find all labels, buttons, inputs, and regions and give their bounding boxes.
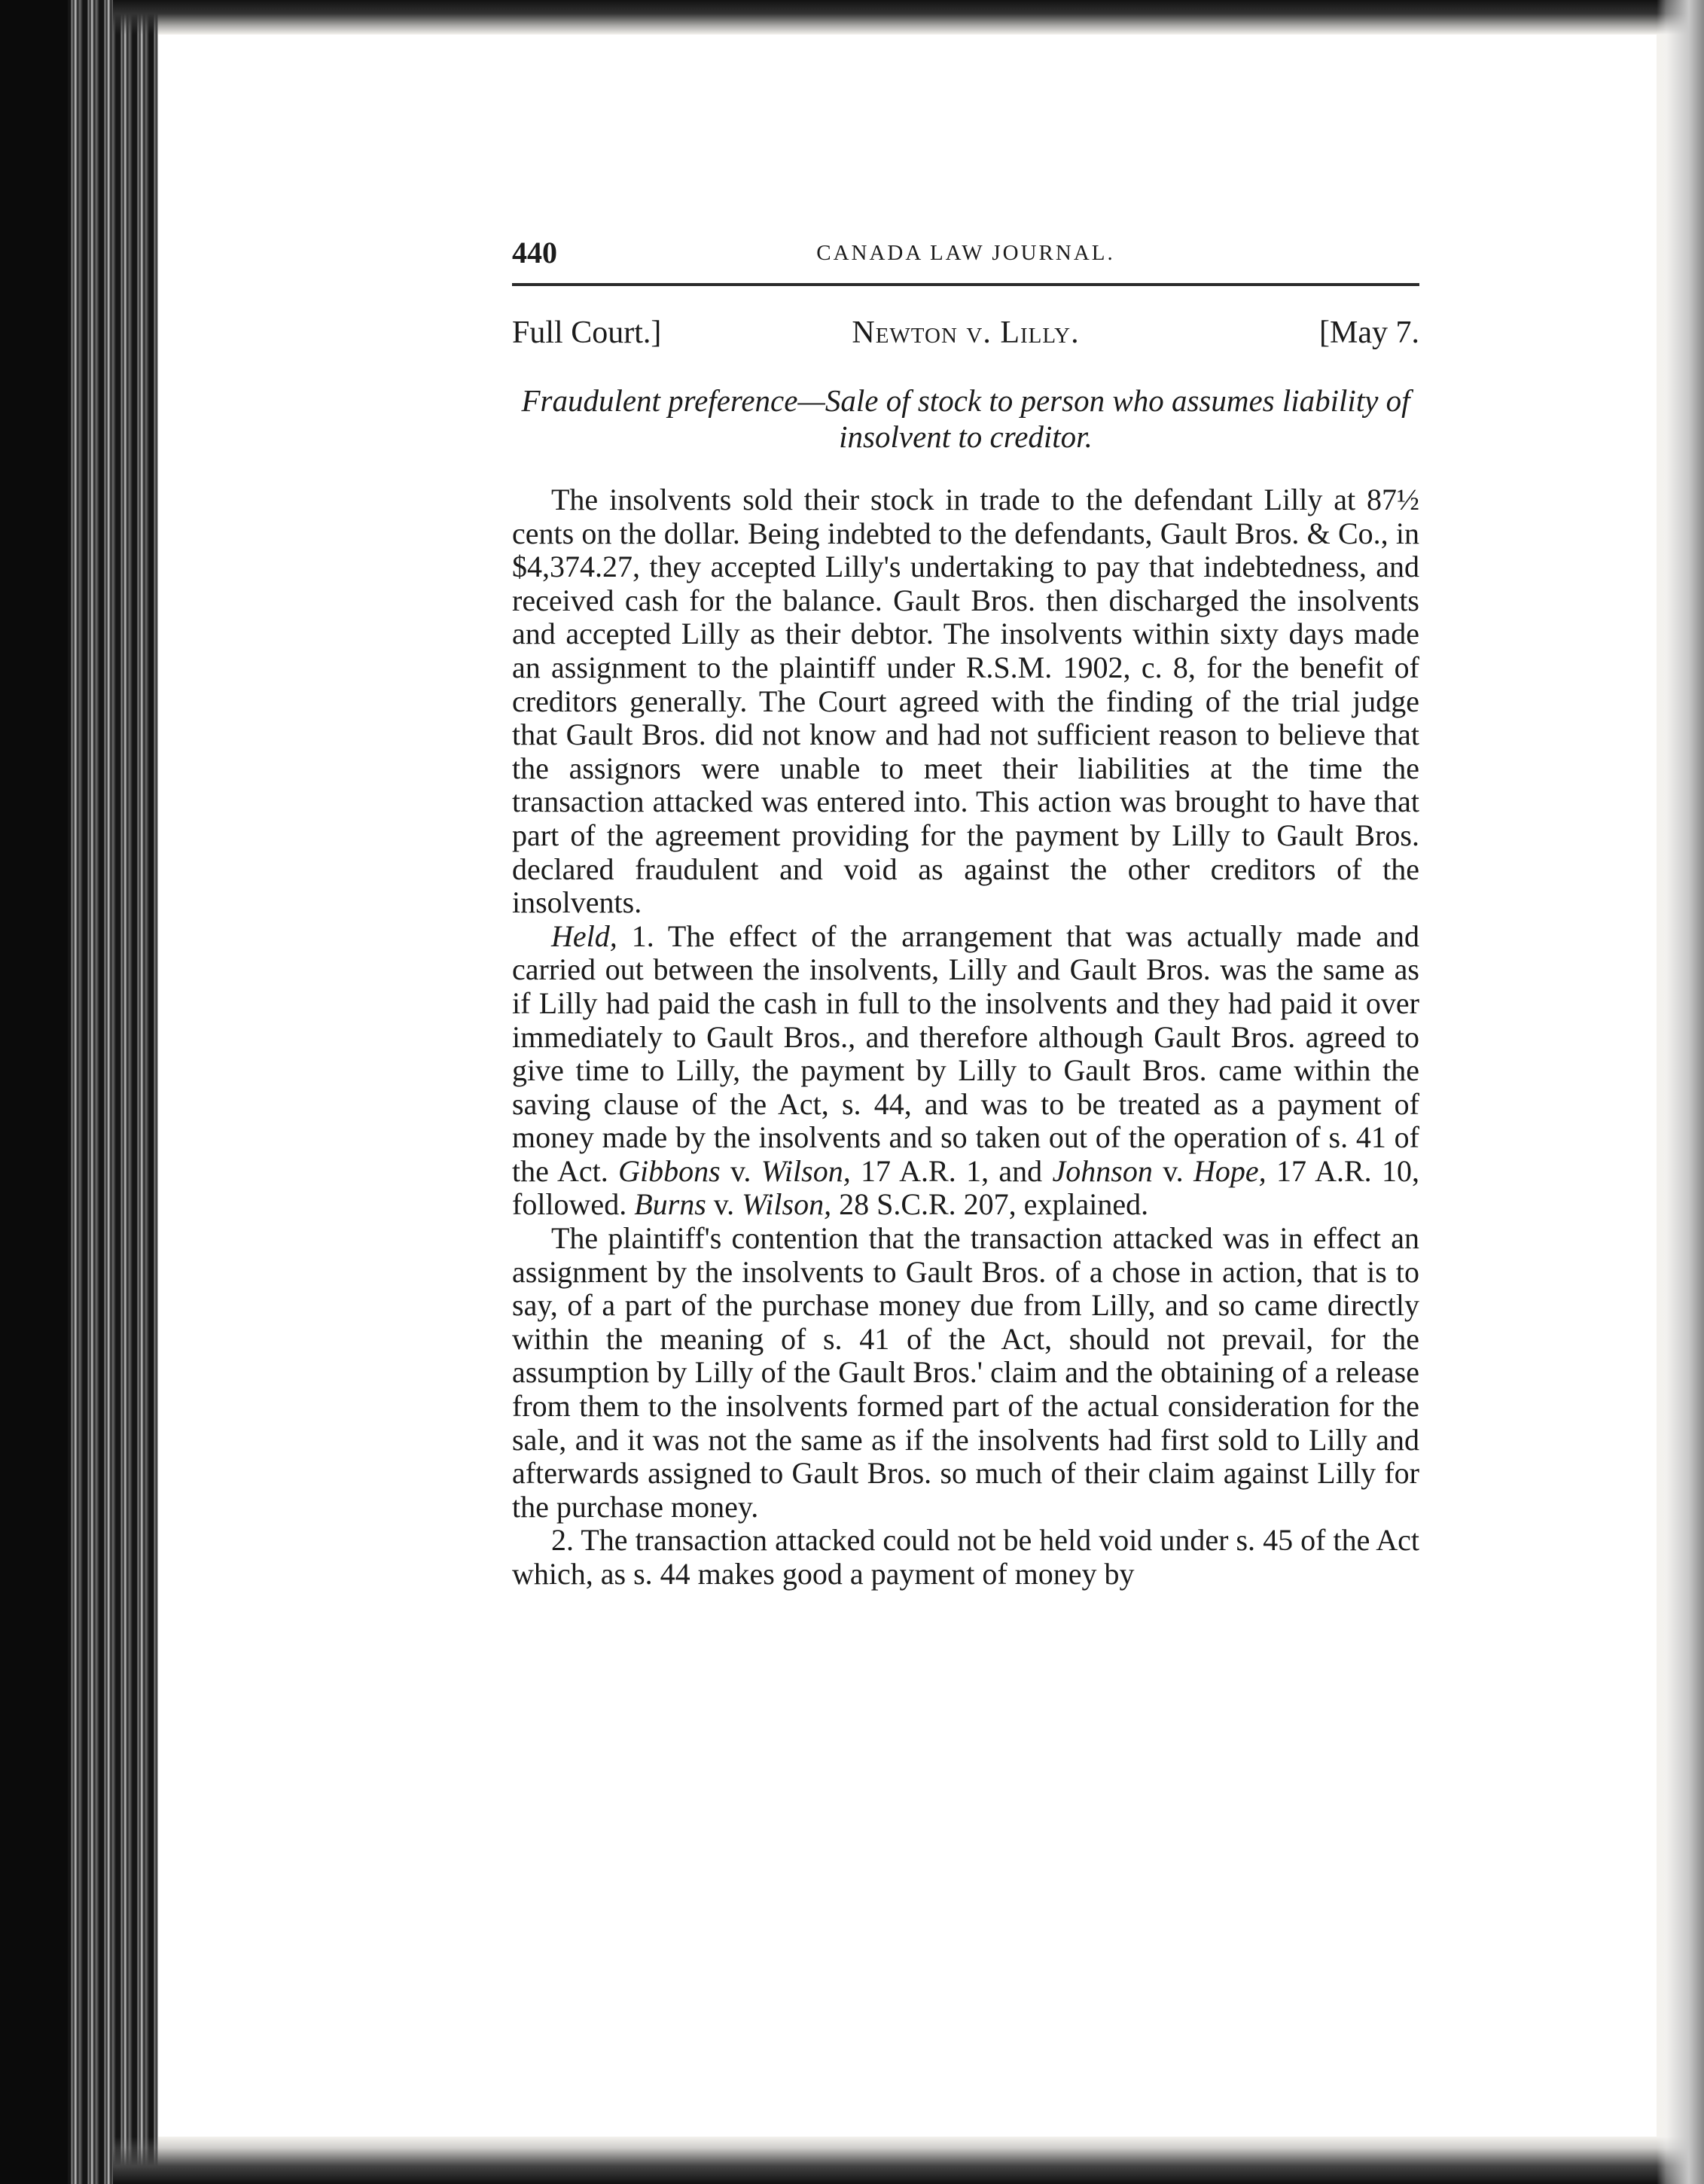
citation-burns: Burns <box>634 1187 706 1222</box>
case-name: Newton v. Lilly. <box>852 315 1080 350</box>
scan-shadow-bottom <box>113 2137 1704 2184</box>
court-name: Full Court.] <box>512 315 662 350</box>
citation-wilson-1: Wilson, <box>761 1153 851 1188</box>
page-number: 440 <box>512 236 557 270</box>
scan-shadow-right <box>1657 0 1704 2184</box>
held-text-5: 17 A.R. 10, followed. <box>512 1153 1419 1222</box>
journal-title: CANADA LAW JOURNAL. <box>816 241 1115 265</box>
header-rule <box>512 283 1419 286</box>
citation-hope: Hope, <box>1193 1153 1267 1188</box>
citation-johnson: Johnson <box>1052 1153 1153 1188</box>
case-caption <box>512 315 1419 357</box>
held-text-6: v. <box>706 1187 742 1222</box>
held-paragraph <box>512 920 1419 1222</box>
held-text-4: v. <box>1152 1153 1193 1188</box>
held-label: Held, <box>551 918 617 953</box>
citation-wilson-2: Wilson, <box>742 1187 832 1222</box>
scan-shadow-top <box>113 0 1704 35</box>
held-text-7: 28 S.C.R. 207, explained. <box>831 1187 1149 1222</box>
facts-paragraph: The insolvents sold their stock in trade to the defendant Lilly at 87½ cents on the dollar. Being indebted to the defendants, Gault Bros. & Co., in $4,374.27, they accepted Lilly's undertaking to pay that indebtedness, and received cash for the balance. Gault Bros. then discharged the insolvents and accepted Lilly as their debtor. The insolvents within sixty days made an assignment to the plaintiff under R.S.M. 1902, c. 8, for the benefit of creditors generally. The Court agreed with the finding of the trial judge that Gault Bros. did not know and had not sufficient reason to believe that the assignors were unable to meet their liabilities at the time the transaction attacked was entered into. This action was brought to have that part of the agreement providing for the payment by Lilly to Gault Bros. declared fraudulent and void as against the other creditors of the insolvents. <box>512 483 1419 920</box>
contention-paragraph: The plaintiff's contention that the transaction attacked was in effect an assignment by the insolvents to Gault Bros. of a chose in action, that is to say, of a part of the purchase money due from Lilly, and so came directly within the meaning of s. 41 of the Act, should not prevail, for the assumption by Lilly of the Gault Bros.' claim and the obtaining of a release from them to the insolvents formed part of the actual consideration for the sale, and it was not the same as if the insolvents had first sold to Lilly and afterwards assigned to Gault Bros. so much of their claim against Lilly for the purchase money. <box>512 1221 1419 1524</box>
point-2-paragraph: 2. The transaction attacked could not be held void under s. 45 of the Act which, as s. 44 makes good a payment of money by <box>512 1523 1419 1591</box>
headnote: Fraudulent preference—Sale of stock to person who assumes liability of insolvent to creditor. <box>521 383 1410 454</box>
held-text-3: 17 A.R. 1, and <box>850 1153 1053 1188</box>
citation-gibbons: Gibbons <box>618 1153 721 1188</box>
book-page-edges <box>0 0 158 2184</box>
case-report-body <box>512 483 1419 1592</box>
held-text-1: 1. The effect of the arrangement that was actually made and carried out between the insolvents, Lilly and Gault Bros. was the same as if Lilly had paid the cash in full to the insolvents and they had paid it over immediately to Gault Bros., and therefore although Gault Bros. agreed to give time to Lilly, the payment by Lilly to Gault Bros. came within the saving clause of the Act, s. 44, and was to be treated as a payment of money made by the insolvents and so taken out of the operation of s. 41 of the Act. <box>512 918 1419 1188</box>
running-header <box>512 235 1419 277</box>
held-text-2: v. <box>720 1153 761 1188</box>
case-date: [May 7. <box>1319 315 1419 350</box>
